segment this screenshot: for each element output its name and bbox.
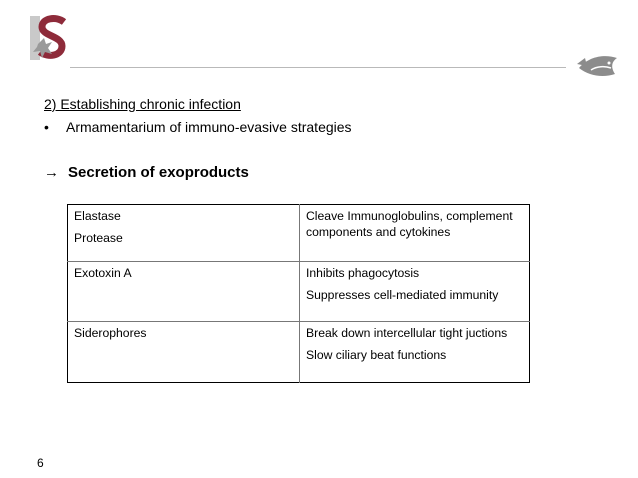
table-row [68,205,530,262]
bullet-text: Armamentarium of immuno-evasive strategies [66,119,352,135]
table-cell-effect [300,322,530,383]
page-number: 6 [37,456,44,470]
back-arrow-icon[interactable] [575,50,621,82]
cell-text: Break down intercellular tight juctions [306,326,508,340]
cell-text: Siderophores [74,326,147,340]
cell-text: Slow ciliary beat functions [306,348,447,362]
table-cell-effect [300,262,530,322]
university-logo-icon [30,14,74,64]
exoproducts-table [67,204,530,383]
arrow-heading-text: Secretion of exoproducts [68,164,249,181]
table-cell-product [68,262,300,322]
bullet-icon: • [44,119,49,135]
right-arrow-icon: → [44,164,59,181]
cell-text: Protease [74,231,123,245]
cell-text: Inhibits phagocytosis [306,266,420,280]
cell-text: Elastase [74,209,121,223]
cell-text: Cleave Immunoglobulins, complement components and cytokines [306,209,513,239]
cell-text: Suppresses cell-mediated immunity [306,288,499,302]
table-cell-product [68,322,300,383]
table-row [68,262,530,322]
arrow-heading [44,164,249,181]
section-subtitle: 2) Establishing chronic infection [44,96,241,112]
table-row [68,322,530,383]
header-divider [70,67,566,68]
table-cell-product [68,205,300,262]
cell-text: Exotoxin A [74,266,132,280]
bullet-item [44,119,352,135]
table-cell-effect [300,205,530,262]
